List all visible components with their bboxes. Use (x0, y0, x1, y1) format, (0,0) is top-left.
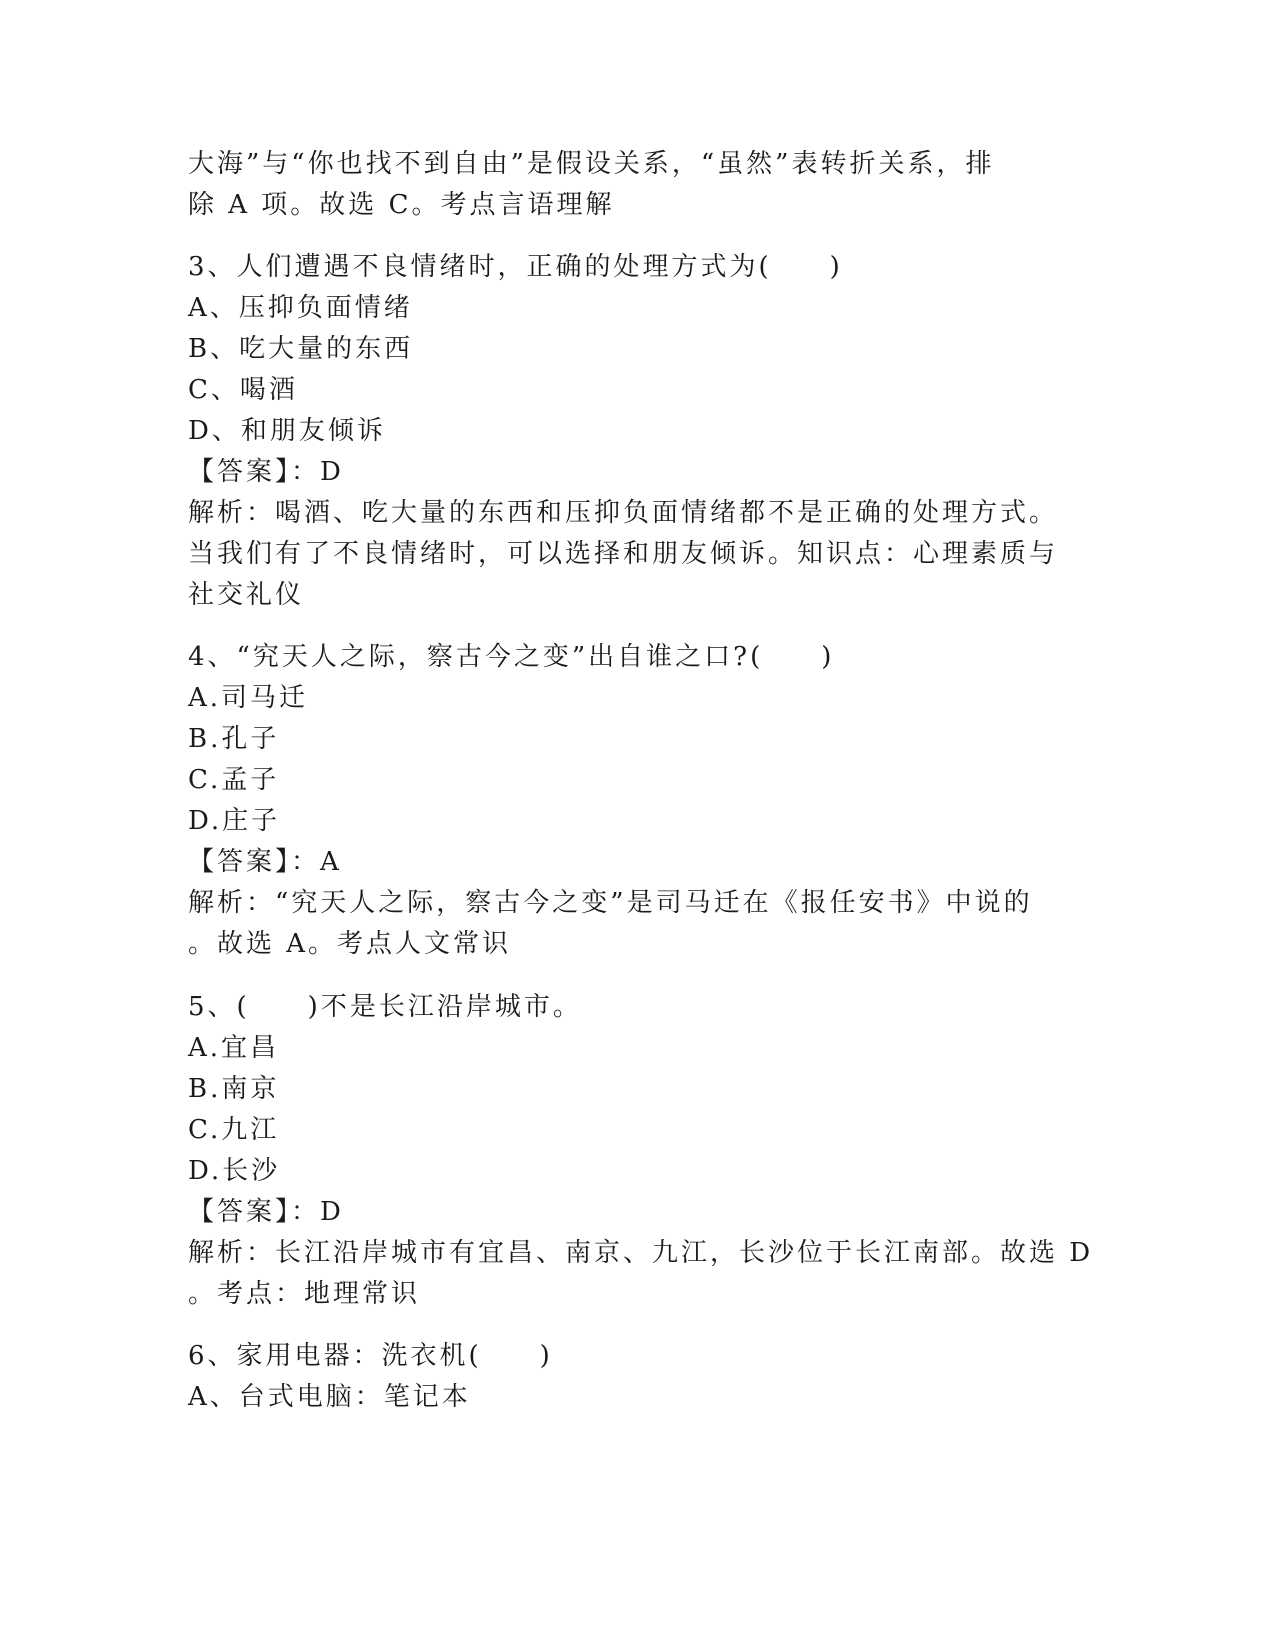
question-5-explanation-line-1: 解析：长江沿岸城市有宜昌、南京、九江，长沙位于长江南部。故选 D (188, 1238, 1094, 1268)
question-6-option-a: A、台式电脑：笔记本 (188, 1382, 471, 1412)
question-4-stem: 4、“究天人之际，察古今之变”出自谁之口?( ) (188, 642, 835, 672)
question-6-stem: 6、家用电器：洗衣机( ) (188, 1341, 553, 1371)
question-4-explanation-line-1: 解析：“究天人之际，察古今之变”是司马迁在《报任安书》中说的 (188, 888, 1033, 918)
question-3-option-d: D、和朋友倾诉 (188, 416, 386, 446)
question-4-option-a: A.司马迁 (188, 683, 309, 713)
question-4-answer: 【答案】：A (188, 847, 342, 877)
question-5-option-b: B.南京 (188, 1074, 280, 1104)
question-4-explanation-line-2: 。故选 A。考点人文常识 (188, 929, 512, 959)
question-3-option-b: B、吃大量的东西 (188, 334, 414, 364)
question-5-option-a: A.宜昌 (188, 1033, 280, 1063)
question-4-option-c: C.孟子 (188, 765, 280, 795)
question-5-option-c: C.九江 (188, 1115, 280, 1145)
question-3-explanation-line-3: 社交礼仪 (188, 580, 305, 610)
question-4-option-b: B.孔子 (188, 724, 280, 754)
question-3-explanation-line-1: 解析：喝酒、吃大量的东西和压抑负面情绪都不是正确的处理方式。 (188, 498, 1059, 528)
question-3-answer: 【答案】：D (188, 457, 344, 487)
question-3-explanation-line-2: 当我们有了不良情绪时，可以选择和朋友倾诉。知识点：心理素质与 (188, 539, 1059, 569)
question-5-stem: 5、( )不是长江沿岸城市。 (188, 992, 582, 1022)
explanation-continuation-line-2: 除 A 项。故选 C。考点言语理解 (188, 190, 615, 220)
question-3-stem: 3、人们遭遇不良情绪时，正确的处理方式为( ) (188, 252, 843, 282)
question-3-option-c: C、喝酒 (188, 375, 298, 405)
question-4-option-d: D.庄子 (188, 806, 281, 836)
question-5-option-d: D.长沙 (188, 1156, 281, 1186)
question-5-answer: 【答案】：D (188, 1197, 344, 1227)
question-5-explanation-line-2: 。考点：地理常识 (188, 1279, 421, 1309)
question-3-option-a: A、压抑负面情绪 (188, 293, 413, 323)
explanation-continuation-line-1: 大海”与“你也找不到自由”是假设关系，“虽然”表转折关系，排 (188, 149, 995, 179)
